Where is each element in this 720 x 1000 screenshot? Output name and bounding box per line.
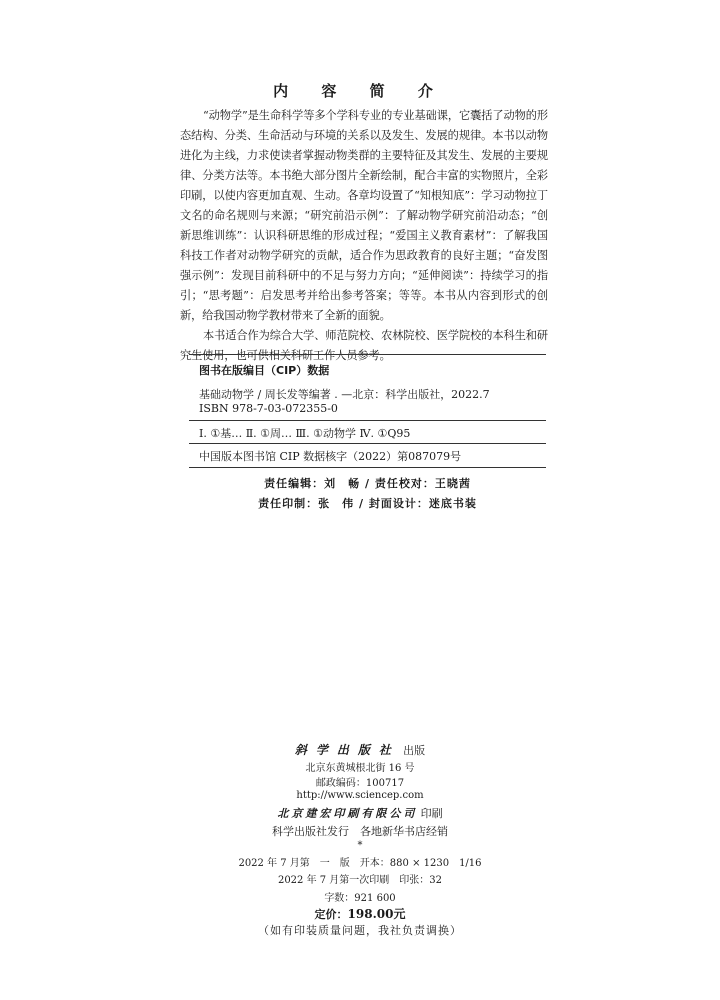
cip-isbn: ISBN 978-7-03-072355-0 (199, 402, 338, 415)
cip-bottom-rule (189, 467, 546, 468)
cip-classification: Ⅰ. ①基… Ⅱ. ①周… Ⅲ. ①动物学 Ⅳ. ①Q95 (199, 427, 411, 440)
cip-rule-1 (189, 420, 546, 421)
cip-heading: 图书在版编目（CIP）数据 (199, 364, 330, 377)
cip-rule-2 (189, 443, 546, 444)
price-value: 198.00元 (347, 907, 406, 921)
cip-record-number: 中国版本图书馆 CIP 数据核字（2022）第087079号 (199, 450, 462, 463)
summary-paragraph-2: 本书适合作为综合大学、师范院校、农林院校、医学院校的本科生和研究生使用，也可供相关科研工作人员参考。 (180, 329, 548, 362)
editors-line-2: 责任印制：张 伟 / 封面设计：迷底书装 (258, 497, 477, 510)
website: http://www.sciencep.com (296, 790, 424, 801)
summary-text (180, 106, 548, 366)
publisher-address: 北京东黄城根北街 16 号 (305, 763, 415, 774)
price-line (0, 905, 720, 922)
printing-info: 2022 年 7 月第一次印刷 印张：32 (277, 875, 443, 886)
cip-title-line: 基础动物学 / 周长发等编著 . —北京：科学出版社，2022.7 (199, 388, 490, 401)
editors-line-1: 责任编辑：刘 畅 / 责任校对：王晓茜 (264, 477, 471, 490)
publisher-name: 斜学出版社 (294, 743, 400, 757)
printer-suffix: 印刷 (420, 807, 443, 820)
page-title: 内 容 简 介 (273, 82, 447, 100)
word-count: 字数：921 600 (324, 893, 396, 904)
price-label: 定价： (314, 908, 348, 921)
separator-star: * (357, 840, 363, 851)
printer-line (0, 805, 720, 821)
publisher-suffix: 出版 (403, 744, 426, 757)
printer-name: 北京建宏印刷有限公司 (277, 807, 418, 820)
cip-top-rule (189, 354, 546, 355)
postcode: 邮政编码：100717 (315, 778, 405, 789)
summary-paragraph-1: “动物学”是生命科学等多个学科专业的专业基础课，它囊括了动物的形态结构、分类、生命活动与环境的关系以及发生、发展的规律。本书以动物进化为主线，力求使读者掌握动物类群的主要特征及其发生、发展的主要规律、分类方法等。本书绝大部分图片全新绘制，配合丰富的实物照片，全彩印刷，以使内容更加直观、生动。各章均设置了“知根知底”：学习动物拉丁文名的命名规则与来源；“研究前沿示例”：了解动物学研究前沿动态；“创新思维训练”：认识科研思维的形成过程；“爱国主义教育素材”：了解我国科技工作者对动物学研究的贡献，适合作为思政教育的良好主题；“奋发图强示例”：发现目前科研中的不足与努力方向；“延伸阅读”：持续学习的指引；“思考题”：启发思考并给出参考答案；等等。本书从内容到形式的创新，给我国动物学教材带来了全新的面貌。 (180, 109, 548, 322)
quality-notice: （如有印装质量问题，我社负责调换） (258, 924, 462, 937)
edition-info: 2022 年 7 月第 一 版 开本：880 × 1230 1/16 (238, 858, 482, 869)
distribution: 科学出版社发行 各地新华书店经销 (272, 825, 448, 838)
publisher-line (0, 741, 720, 758)
